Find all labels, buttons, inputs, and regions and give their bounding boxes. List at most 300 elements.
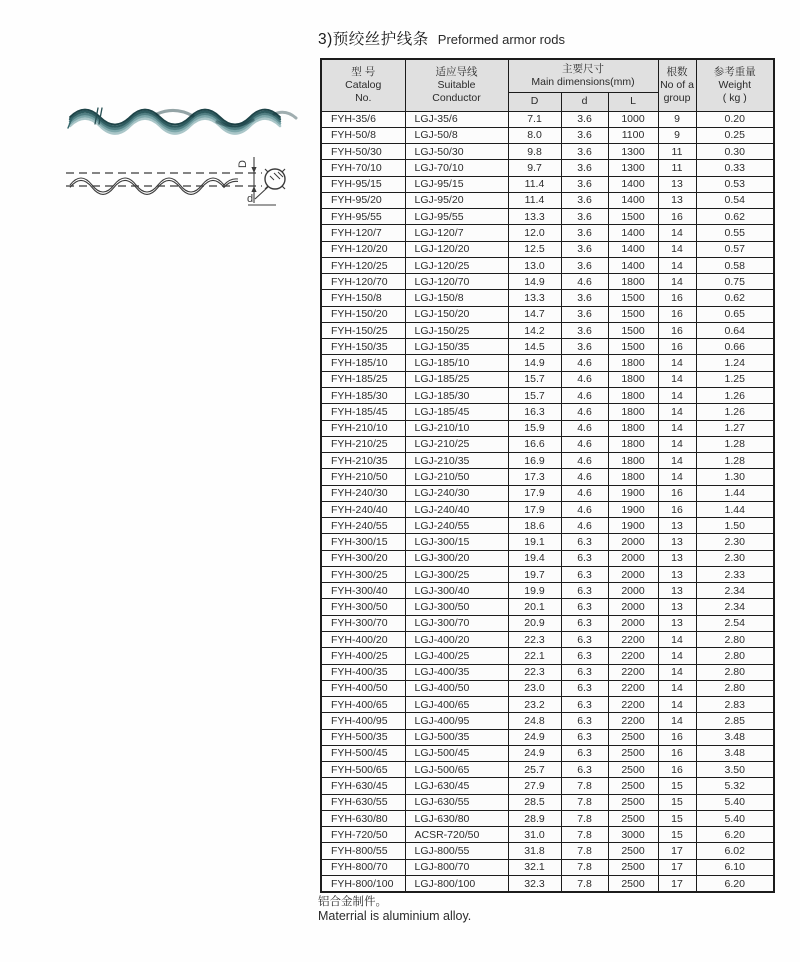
table-row [321, 713, 774, 729]
table-cell: 13.3 [508, 290, 561, 306]
table-cell: 2.30 [696, 550, 774, 566]
table-cell: 2500 [608, 729, 658, 745]
table-cell: 13 [658, 583, 696, 599]
table-cell: LGJ-50/8 [405, 127, 508, 143]
table-cell: LGJ-150/8 [405, 290, 508, 306]
table-cell: 14 [658, 420, 696, 436]
table-cell: FYH-400/25 [321, 648, 405, 664]
table-cell: 2000 [608, 550, 658, 566]
table-cell: 6.3 [561, 550, 608, 566]
table-cell: 0.64 [696, 322, 774, 338]
table-cell: 14 [658, 632, 696, 648]
table-cell: 14 [658, 355, 696, 371]
table-cell: 6.3 [561, 713, 608, 729]
table-cell: 3.6 [561, 339, 608, 355]
table-cell: LGJ-120/25 [405, 257, 508, 273]
table-cell: 14 [658, 648, 696, 664]
col-header-d: d [561, 92, 608, 111]
table-cell: LGJ-240/30 [405, 485, 508, 501]
col-header-weight-en2: ( kg ) [722, 91, 747, 104]
table-cell: 14.5 [508, 339, 561, 355]
table-cell: LGJ-500/45 [405, 745, 508, 761]
table-cell: FYH-300/70 [321, 615, 405, 631]
table-cell: 1900 [608, 485, 658, 501]
table-cell: FYH-120/70 [321, 274, 405, 290]
table-cell: FYH-185/25 [321, 371, 405, 387]
table-cell: LGJ-240/40 [405, 501, 508, 517]
table-cell: LGJ-50/30 [405, 144, 508, 160]
col-header-catalog-en1: Catalog [345, 78, 382, 91]
table-cell: 1.25 [696, 371, 774, 387]
table-cell: 16.9 [508, 453, 561, 469]
table-cell: 13 [658, 534, 696, 550]
table-cell: 7.8 [561, 843, 608, 859]
table-cell: 8.0 [508, 127, 561, 143]
table-cell: LGJ-240/55 [405, 518, 508, 534]
table-cell: 13.0 [508, 257, 561, 273]
table-cell: 4.6 [561, 404, 608, 420]
table-row [321, 518, 774, 534]
table-cell: 3.6 [561, 257, 608, 273]
table-cell: 6.3 [561, 664, 608, 680]
table-cell: LGJ-300/50 [405, 599, 508, 615]
table-cell: LGJ-120/70 [405, 274, 508, 290]
col-header-conductor [405, 59, 508, 111]
table-cell: 2.83 [696, 697, 774, 713]
table-cell: 17 [658, 843, 696, 859]
table-cell: 6.3 [561, 762, 608, 778]
table-cell: 1.50 [696, 518, 774, 534]
material-note-zh: 铝合金制件。 [318, 896, 387, 908]
table-cell: 4.6 [561, 469, 608, 485]
table-cell: FYH-800/70 [321, 859, 405, 875]
table-cell: FYH-210/50 [321, 469, 405, 485]
table-cell: 13 [658, 599, 696, 615]
table-cell: 0.57 [696, 241, 774, 257]
table-cell: 16 [658, 501, 696, 517]
table-cell: 4.6 [561, 355, 608, 371]
table-cell: 15 [658, 778, 696, 794]
table-cell: 3.6 [561, 176, 608, 192]
table-cell: FYH-300/20 [321, 550, 405, 566]
table-row [321, 290, 774, 306]
table-cell: FYH-150/8 [321, 290, 405, 306]
table-cell: 3.6 [561, 290, 608, 306]
table-cell: LGJ-800/100 [405, 875, 508, 892]
table-cell: 2000 [608, 534, 658, 550]
table-cell: 14 [658, 225, 696, 241]
table-cell: 19.1 [508, 534, 561, 550]
table-cell: 16 [658, 745, 696, 761]
table-row [321, 762, 774, 778]
table-row [321, 241, 774, 257]
table-cell: 1500 [608, 339, 658, 355]
table-cell: 2500 [608, 859, 658, 875]
table-cell: 16 [658, 306, 696, 322]
table-cell: 19.4 [508, 550, 561, 566]
table-cell: FYH-120/7 [321, 225, 405, 241]
table-cell: LGJ-185/30 [405, 388, 508, 404]
table-cell: LGJ-150/25 [405, 322, 508, 338]
table-cell: 4.6 [561, 436, 608, 452]
table-cell: 18.6 [508, 518, 561, 534]
table-cell: 11 [658, 160, 696, 176]
table-cell: 24.8 [508, 713, 561, 729]
table-cell: 2500 [608, 810, 658, 826]
table-cell: 14 [658, 241, 696, 257]
dimension-label-D: D [237, 160, 249, 168]
table-cell: 24.9 [508, 729, 561, 745]
table-row [321, 225, 774, 241]
col-header-catalog-zh: 型 号 [351, 66, 376, 79]
table-row [321, 420, 774, 436]
table-cell: 4.6 [561, 518, 608, 534]
table-cell: 1.44 [696, 485, 774, 501]
table-cell: 0.20 [696, 111, 774, 127]
table-cell: 17 [658, 859, 696, 875]
table-cell: 3.6 [561, 144, 608, 160]
table-row [321, 599, 774, 615]
table-cell: 12.0 [508, 225, 561, 241]
table-cell: FYH-150/35 [321, 339, 405, 355]
table-row [321, 306, 774, 322]
table-cell: 13 [658, 518, 696, 534]
table-cell: 3.50 [696, 762, 774, 778]
table-cell: 1800 [608, 469, 658, 485]
table-cell: 2200 [608, 680, 658, 696]
table-row [321, 144, 774, 160]
table-cell: LGJ-300/40 [405, 583, 508, 599]
table-cell: 25.7 [508, 762, 561, 778]
table-cell: FYH-150/25 [321, 322, 405, 338]
table-cell: FYH-50/8 [321, 127, 405, 143]
table-cell: FYH-630/45 [321, 778, 405, 794]
table-cell: FYH-95/15 [321, 176, 405, 192]
table-row [321, 843, 774, 859]
table-cell: 17 [658, 875, 696, 892]
col-header-catalog-en2: No. [355, 91, 372, 104]
table-cell: 1900 [608, 501, 658, 517]
col-header-weight-en1: Weight [718, 78, 751, 91]
table-cell: LGJ-210/10 [405, 420, 508, 436]
table-cell: FYH-210/35 [321, 453, 405, 469]
table-cell: 1500 [608, 290, 658, 306]
table-cell: 1.26 [696, 404, 774, 420]
table-cell: 1500 [608, 306, 658, 322]
table-cell: 14.7 [508, 306, 561, 322]
material-notes [318, 895, 471, 925]
table-cell: 6.10 [696, 859, 774, 875]
table-cell: 3.48 [696, 729, 774, 745]
table-cell: 2.34 [696, 599, 774, 615]
table-cell: 13 [658, 550, 696, 566]
table-row [321, 632, 774, 648]
table-cell: 2500 [608, 875, 658, 892]
table-cell: 14 [658, 453, 696, 469]
table-cell: 2.34 [696, 583, 774, 599]
dimension-label-d: d [247, 193, 254, 205]
table-cell: 12.5 [508, 241, 561, 257]
table-row [321, 127, 774, 143]
table-cell: 14 [658, 404, 696, 420]
table-cell: FYH-240/55 [321, 518, 405, 534]
table-cell: 0.58 [696, 257, 774, 273]
table-cell: LGJ-630/45 [405, 778, 508, 794]
table-row [321, 388, 774, 404]
table-cell: 6.3 [561, 583, 608, 599]
table-cell: 20.1 [508, 599, 561, 615]
table-row [321, 339, 774, 355]
spec-table [320, 58, 775, 893]
table-cell: 15 [658, 810, 696, 826]
table-cell: FYH-800/55 [321, 843, 405, 859]
table-cell: 27.9 [508, 778, 561, 794]
table-cell: 11.4 [508, 192, 561, 208]
table-cell: 15.7 [508, 388, 561, 404]
table-cell: FYH-35/6 [321, 111, 405, 127]
table-cell: LGJ-210/25 [405, 436, 508, 452]
table-cell: 6.3 [561, 566, 608, 582]
table-row [321, 778, 774, 794]
table-row [321, 453, 774, 469]
table-cell: 3.6 [561, 192, 608, 208]
table-cell: 2.54 [696, 615, 774, 631]
table-cell: 17.9 [508, 485, 561, 501]
table-cell: 2500 [608, 745, 658, 761]
table-cell: 1000 [608, 111, 658, 127]
table-cell: 0.55 [696, 225, 774, 241]
table-cell: 0.75 [696, 274, 774, 290]
table-cell: LGJ-120/20 [405, 241, 508, 257]
table-row [321, 859, 774, 875]
table-cell: 4.6 [561, 274, 608, 290]
table-cell: 3000 [608, 827, 658, 843]
table-cell: 16 [658, 485, 696, 501]
table-cell: 1900 [608, 518, 658, 534]
table-row [321, 566, 774, 582]
table-cell: 3.6 [561, 241, 608, 257]
table-cell: 4.6 [561, 371, 608, 387]
table-row [321, 827, 774, 843]
table-cell: 6.3 [561, 534, 608, 550]
table-cell: FYH-400/20 [321, 632, 405, 648]
page-title [318, 27, 565, 49]
table-body [321, 111, 774, 892]
table-cell: 1800 [608, 355, 658, 371]
table-cell: FYH-150/20 [321, 306, 405, 322]
table-cell: 16.6 [508, 436, 561, 452]
col-header-dimensions-en: Main dimensions(mm) [531, 75, 635, 88]
table-cell: 23.2 [508, 697, 561, 713]
table-cell: 32.1 [508, 859, 561, 875]
table-cell: 13.3 [508, 209, 561, 225]
table-cell: 3.48 [696, 745, 774, 761]
table-cell: LGJ-185/45 [405, 404, 508, 420]
page-title-en: Preformed armor rods [437, 32, 565, 47]
table-cell: 6.3 [561, 615, 608, 631]
table-cell: 17.9 [508, 501, 561, 517]
table-cell: 2.30 [696, 534, 774, 550]
table-cell: 6.3 [561, 697, 608, 713]
table-cell: 2.80 [696, 632, 774, 648]
table-cell: 14 [658, 713, 696, 729]
table-cell: FYH-300/25 [321, 566, 405, 582]
table-cell: 14 [658, 371, 696, 387]
table-row [321, 794, 774, 810]
col-header-conductor-en1: Suitable [437, 78, 476, 91]
table-cell: 16 [658, 762, 696, 778]
table-row [321, 550, 774, 566]
table-cell: FYH-500/35 [321, 729, 405, 745]
table-cell: 2200 [608, 632, 658, 648]
col-header-group-zh: 根数 [666, 66, 688, 79]
material-note-en: Materrial is aluminium alloy. [318, 909, 472, 924]
table-cell: 1.27 [696, 420, 774, 436]
table-row [321, 648, 774, 664]
table-row [321, 176, 774, 192]
table-row [321, 160, 774, 176]
table-cell: 9 [658, 127, 696, 143]
table-cell: FYH-400/50 [321, 680, 405, 696]
table-cell: 1.44 [696, 501, 774, 517]
table-cell: 3.6 [561, 127, 608, 143]
table-cell: 9.7 [508, 160, 561, 176]
table-cell: 3.6 [561, 209, 608, 225]
table-cell: 1800 [608, 420, 658, 436]
table-row [321, 469, 774, 485]
table-cell: 14 [658, 257, 696, 273]
table-cell: FYH-70/10 [321, 160, 405, 176]
dimension-drawing [62, 149, 297, 213]
table-cell: 28.5 [508, 794, 561, 810]
table-cell: FYH-120/20 [321, 241, 405, 257]
table-cell: 2.85 [696, 713, 774, 729]
armor-rod-photo-illustration [62, 100, 302, 145]
table-cell: 13 [658, 176, 696, 192]
table-cell: FYH-210/10 [321, 420, 405, 436]
table-cell: 24.9 [508, 745, 561, 761]
table-row [321, 810, 774, 826]
table-cell: 5.40 [696, 794, 774, 810]
table-cell: LGJ-300/70 [405, 615, 508, 631]
table-cell: FYH-630/80 [321, 810, 405, 826]
table-row [321, 192, 774, 208]
table-cell: 1300 [608, 160, 658, 176]
table-cell: 3.6 [561, 160, 608, 176]
table-cell: 2200 [608, 713, 658, 729]
table-cell: 0.62 [696, 290, 774, 306]
col-header-group-en1: No of a [660, 78, 694, 91]
table-cell: LGJ-35/6 [405, 111, 508, 127]
table-cell: 1400 [608, 225, 658, 241]
table-cell: 1.26 [696, 388, 774, 404]
table-row [321, 485, 774, 501]
table-row [321, 697, 774, 713]
table-cell: 7.8 [561, 778, 608, 794]
table-cell: 1500 [608, 209, 658, 225]
table-cell: 14.9 [508, 274, 561, 290]
table-cell: 0.62 [696, 209, 774, 225]
table-row [321, 875, 774, 892]
col-header-L: L [608, 92, 658, 111]
table-cell: 9 [658, 111, 696, 127]
table-cell: 15.7 [508, 371, 561, 387]
table-cell: FYH-50/30 [321, 144, 405, 160]
table-cell: LGJ-150/35 [405, 339, 508, 355]
table-cell: 16 [658, 290, 696, 306]
table-cell: 1800 [608, 436, 658, 452]
table-row [321, 111, 774, 127]
table-cell: 11 [658, 144, 696, 160]
table-cell: 2500 [608, 843, 658, 859]
table-cell: 7.8 [561, 794, 608, 810]
table-cell: LGJ-500/65 [405, 762, 508, 778]
table-cell: FYH-210/25 [321, 436, 405, 452]
table-cell: FYH-240/30 [321, 485, 405, 501]
table-cell: 1100 [608, 127, 658, 143]
table-cell: FYH-400/65 [321, 697, 405, 713]
table-cell: 3.6 [561, 322, 608, 338]
table-cell: 6.02 [696, 843, 774, 859]
table-cell: 13 [658, 615, 696, 631]
table-header [321, 59, 774, 111]
table-cell: 16 [658, 339, 696, 355]
table-cell: LGJ-630/80 [405, 810, 508, 826]
table-cell: 20.9 [508, 615, 561, 631]
table-cell: 14 [658, 436, 696, 452]
table-cell: 6.3 [561, 729, 608, 745]
table-cell: 15 [658, 827, 696, 843]
table-cell: 0.54 [696, 192, 774, 208]
table-cell: 1400 [608, 257, 658, 273]
table-cell: 0.53 [696, 176, 774, 192]
table-cell: 9.8 [508, 144, 561, 160]
table-cell: 2500 [608, 762, 658, 778]
table-cell: 11.4 [508, 176, 561, 192]
table-row [321, 680, 774, 696]
table-row [321, 534, 774, 550]
table-cell: 6.3 [561, 745, 608, 761]
table-cell: FYH-185/45 [321, 404, 405, 420]
table-cell: 2000 [608, 566, 658, 582]
table-cell: 28.9 [508, 810, 561, 826]
table-cell: 1800 [608, 388, 658, 404]
table-cell: LGJ-400/95 [405, 713, 508, 729]
table-cell: LGJ-500/35 [405, 729, 508, 745]
table-cell: 14.2 [508, 322, 561, 338]
table-cell: 2500 [608, 794, 658, 810]
table-cell: 14 [658, 680, 696, 696]
table-cell: 1.30 [696, 469, 774, 485]
table-cell: 7.8 [561, 810, 608, 826]
table-row [321, 664, 774, 680]
table-cell: 13 [658, 192, 696, 208]
table-cell: LGJ-400/50 [405, 680, 508, 696]
table-cell: 3.6 [561, 111, 608, 127]
table-cell: FYH-120/25 [321, 257, 405, 273]
table-cell: 22.1 [508, 648, 561, 664]
table-cell: LGJ-400/65 [405, 697, 508, 713]
table-cell: 13 [658, 566, 696, 582]
table-cell: LGJ-120/7 [405, 225, 508, 241]
table-cell: 7.1 [508, 111, 561, 127]
table-cell: FYH-185/30 [321, 388, 405, 404]
table-cell: 4.6 [561, 388, 608, 404]
table-cell: FYH-500/45 [321, 745, 405, 761]
table-cell: 2000 [608, 599, 658, 615]
col-header-D: D [508, 92, 561, 111]
table-row [321, 274, 774, 290]
